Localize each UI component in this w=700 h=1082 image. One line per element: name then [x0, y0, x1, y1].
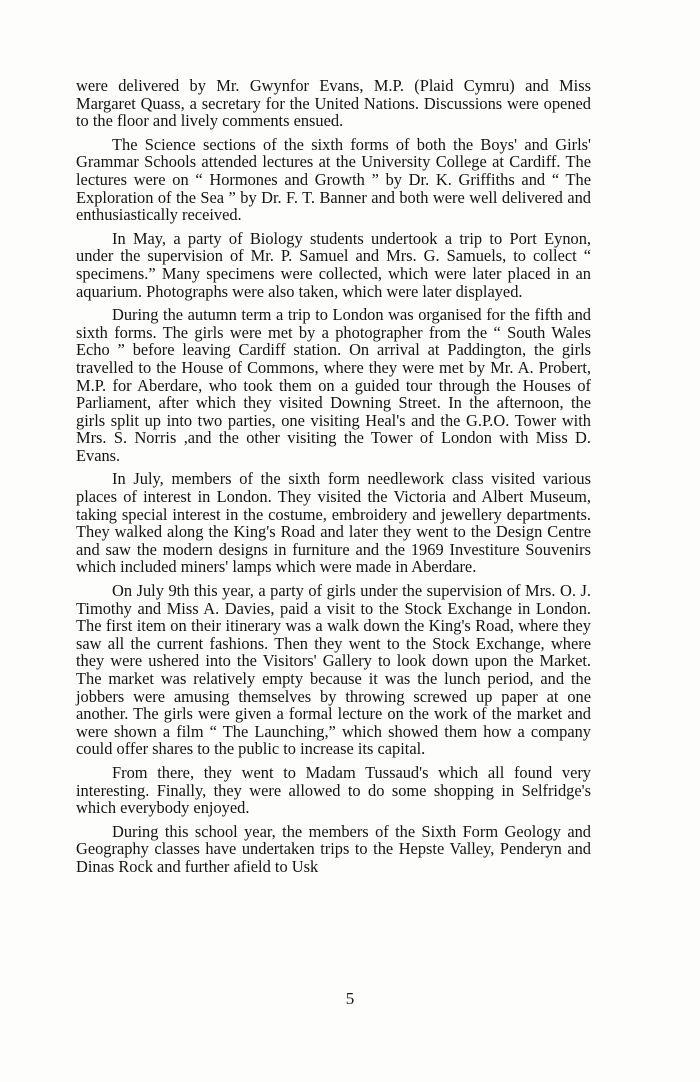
paragraph-science-lectures: The Science sections of the sixth forms of both the Boys' and Girls' Grammar Schools attended lectures at the University College at Cardiff. The lectures were on “ Hormones and Growth ” by Dr. K. Griffiths and “ The Exploration of the Sea ” by Dr. F. T. Banner and both were well delivered and enthusiastically received. [76, 134, 591, 225]
paragraph-continuation: were delivered by Mr. Gwynfor Evans, M.P. (Plaid Cymru) and Miss Margaret Quass, a secretary for the United Nations. Discussions were opened to the floor and lively comments ensued. [76, 76, 591, 131]
paragraph-london-trip: During the autumn term a trip to London was organised for the fifth and sixth forms. The girls were met by a photographer from the “ South Wales Echo ” before leaving Cardiff station. On arrival at Paddington, the girls travelled to the House of Commons, where they were met by Mr. A. Probert, M.P. for Aberdare, who took them on a guided tour through the Houses of Parliament, after which they visited Downing Street. In the afternoon, the girls split up into two parties, one visiting Heal's and the G.P.O. Tower with Mrs. S. Norris ,and the other visiting the Tower of London with Miss D. Evans. [76, 305, 591, 465]
page-number: 5 [345, 989, 355, 1008]
paragraph-biology-trip: In May, a party of Biology students undertook a trip to Port Eynon, under the supervision of Mr. P. Samuel and Mrs. G. Samuels, to collect “ specimens.” Many specimens were collected, which were later placed in an aquarium. Photographs were also taken, which were later displayed. [76, 228, 591, 301]
paragraph-needlework-trip: In July, members of the sixth form needlework class visited various places of interest in London. They visited the Victoria and Albert Museum, taking special interest in the costume, embroidery and jewellery departments. They walked along the King's Road and later they went to the Design Centre and saw the modern designs in furniture and the 1969 Investiture Souvenirs which included miners' lamps which were made in Aberdare. [76, 469, 591, 577]
paragraph-stock-exchange-visit: On July 9th this year, a party of girls under the supervision of Mrs. O. J. Timothy and Miss A. Davies, paid a visit to the Stock Exchange in London. The first item on their itinerary was a walk down the King's Road, where they saw all the current fashions. Then they went to the Stock Exchange, where they were ushered into the Visitors' Gallery to look down upon the Market. The market was relatively empty because it was the lunch period, and the jobbers were amusing themselves by throwing screwed up paper at one another. The girls were given a formal lecture on the work of the market and were shown a film “ The Launching,” which showed them how a company could offer shares to the public to increase its capital. [76, 581, 591, 759]
paragraph-tussauds: From there, they went to Madam Tussaud's which all found very interesting. Finally, they were allowed to do some shopping in Selfridge's which everybody enjoyed. [76, 762, 591, 818]
paragraph-geology-trips: During this school year, the members of the Sixth Form Geology and Geography classes have undertaken trips to the Hepste Valley, Penderyn and Dinas Rock and further afield to Usk [76, 821, 591, 876]
body-text [76, 77, 591, 882]
